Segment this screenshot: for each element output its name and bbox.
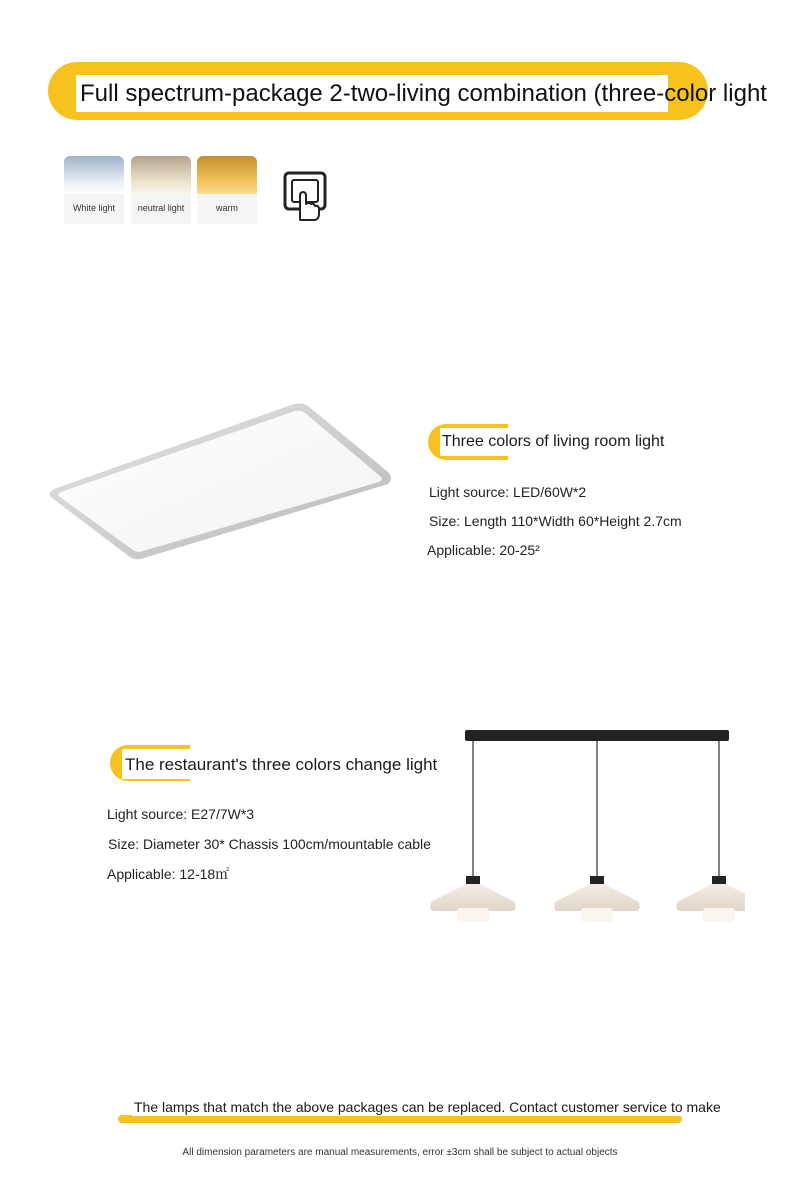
pendant-light-icon	[425, 726, 745, 926]
warm-light-glow	[197, 156, 257, 194]
living-room-title: Three colors of living room light	[442, 433, 665, 450]
restaurant-size: Size: Diameter 30* Chassis 100cm/mountable cable	[108, 836, 431, 852]
swatch-warm-light	[197, 156, 257, 224]
neutral-light-glow	[131, 156, 191, 194]
swatch-label-warm: warm	[216, 203, 238, 213]
living-room-applicable: Applicable: 20-25²	[427, 542, 540, 558]
measurement-footnote: All dimension parameters are manual measurements, error ±3cm shall be subject to actual objects	[182, 1147, 618, 1158]
restaurant-applicable: Applicable: 12-18㎡	[107, 866, 230, 882]
restaurant-light-source: Light source: E27/7W*3	[107, 806, 255, 822]
living-room-size: Size: Length 110*Width 60*Height 2.7cm	[429, 513, 682, 529]
swatch-neutral-light	[131, 156, 191, 224]
swatch-label-white: White light	[72, 203, 116, 213]
swatch-label-neutral: neutral light	[137, 203, 185, 213]
ceiling-panel-light-icon	[46, 400, 396, 562]
note-underline	[118, 1115, 682, 1123]
touch-switch-icon	[282, 170, 328, 222]
swatch-white-light	[64, 156, 124, 224]
living-room-light-source: Light source: LED/60W*2	[429, 484, 587, 500]
replacement-note: The lamps that match the above packages can be replaced. Contact customer service to make	[134, 1099, 721, 1115]
restaurant-title: The restaurant's three colors change light	[125, 755, 438, 774]
white-light-glow	[64, 156, 124, 194]
banner-title: Full spectrum-package 2-two-living combination (three-color light	[80, 80, 767, 107]
